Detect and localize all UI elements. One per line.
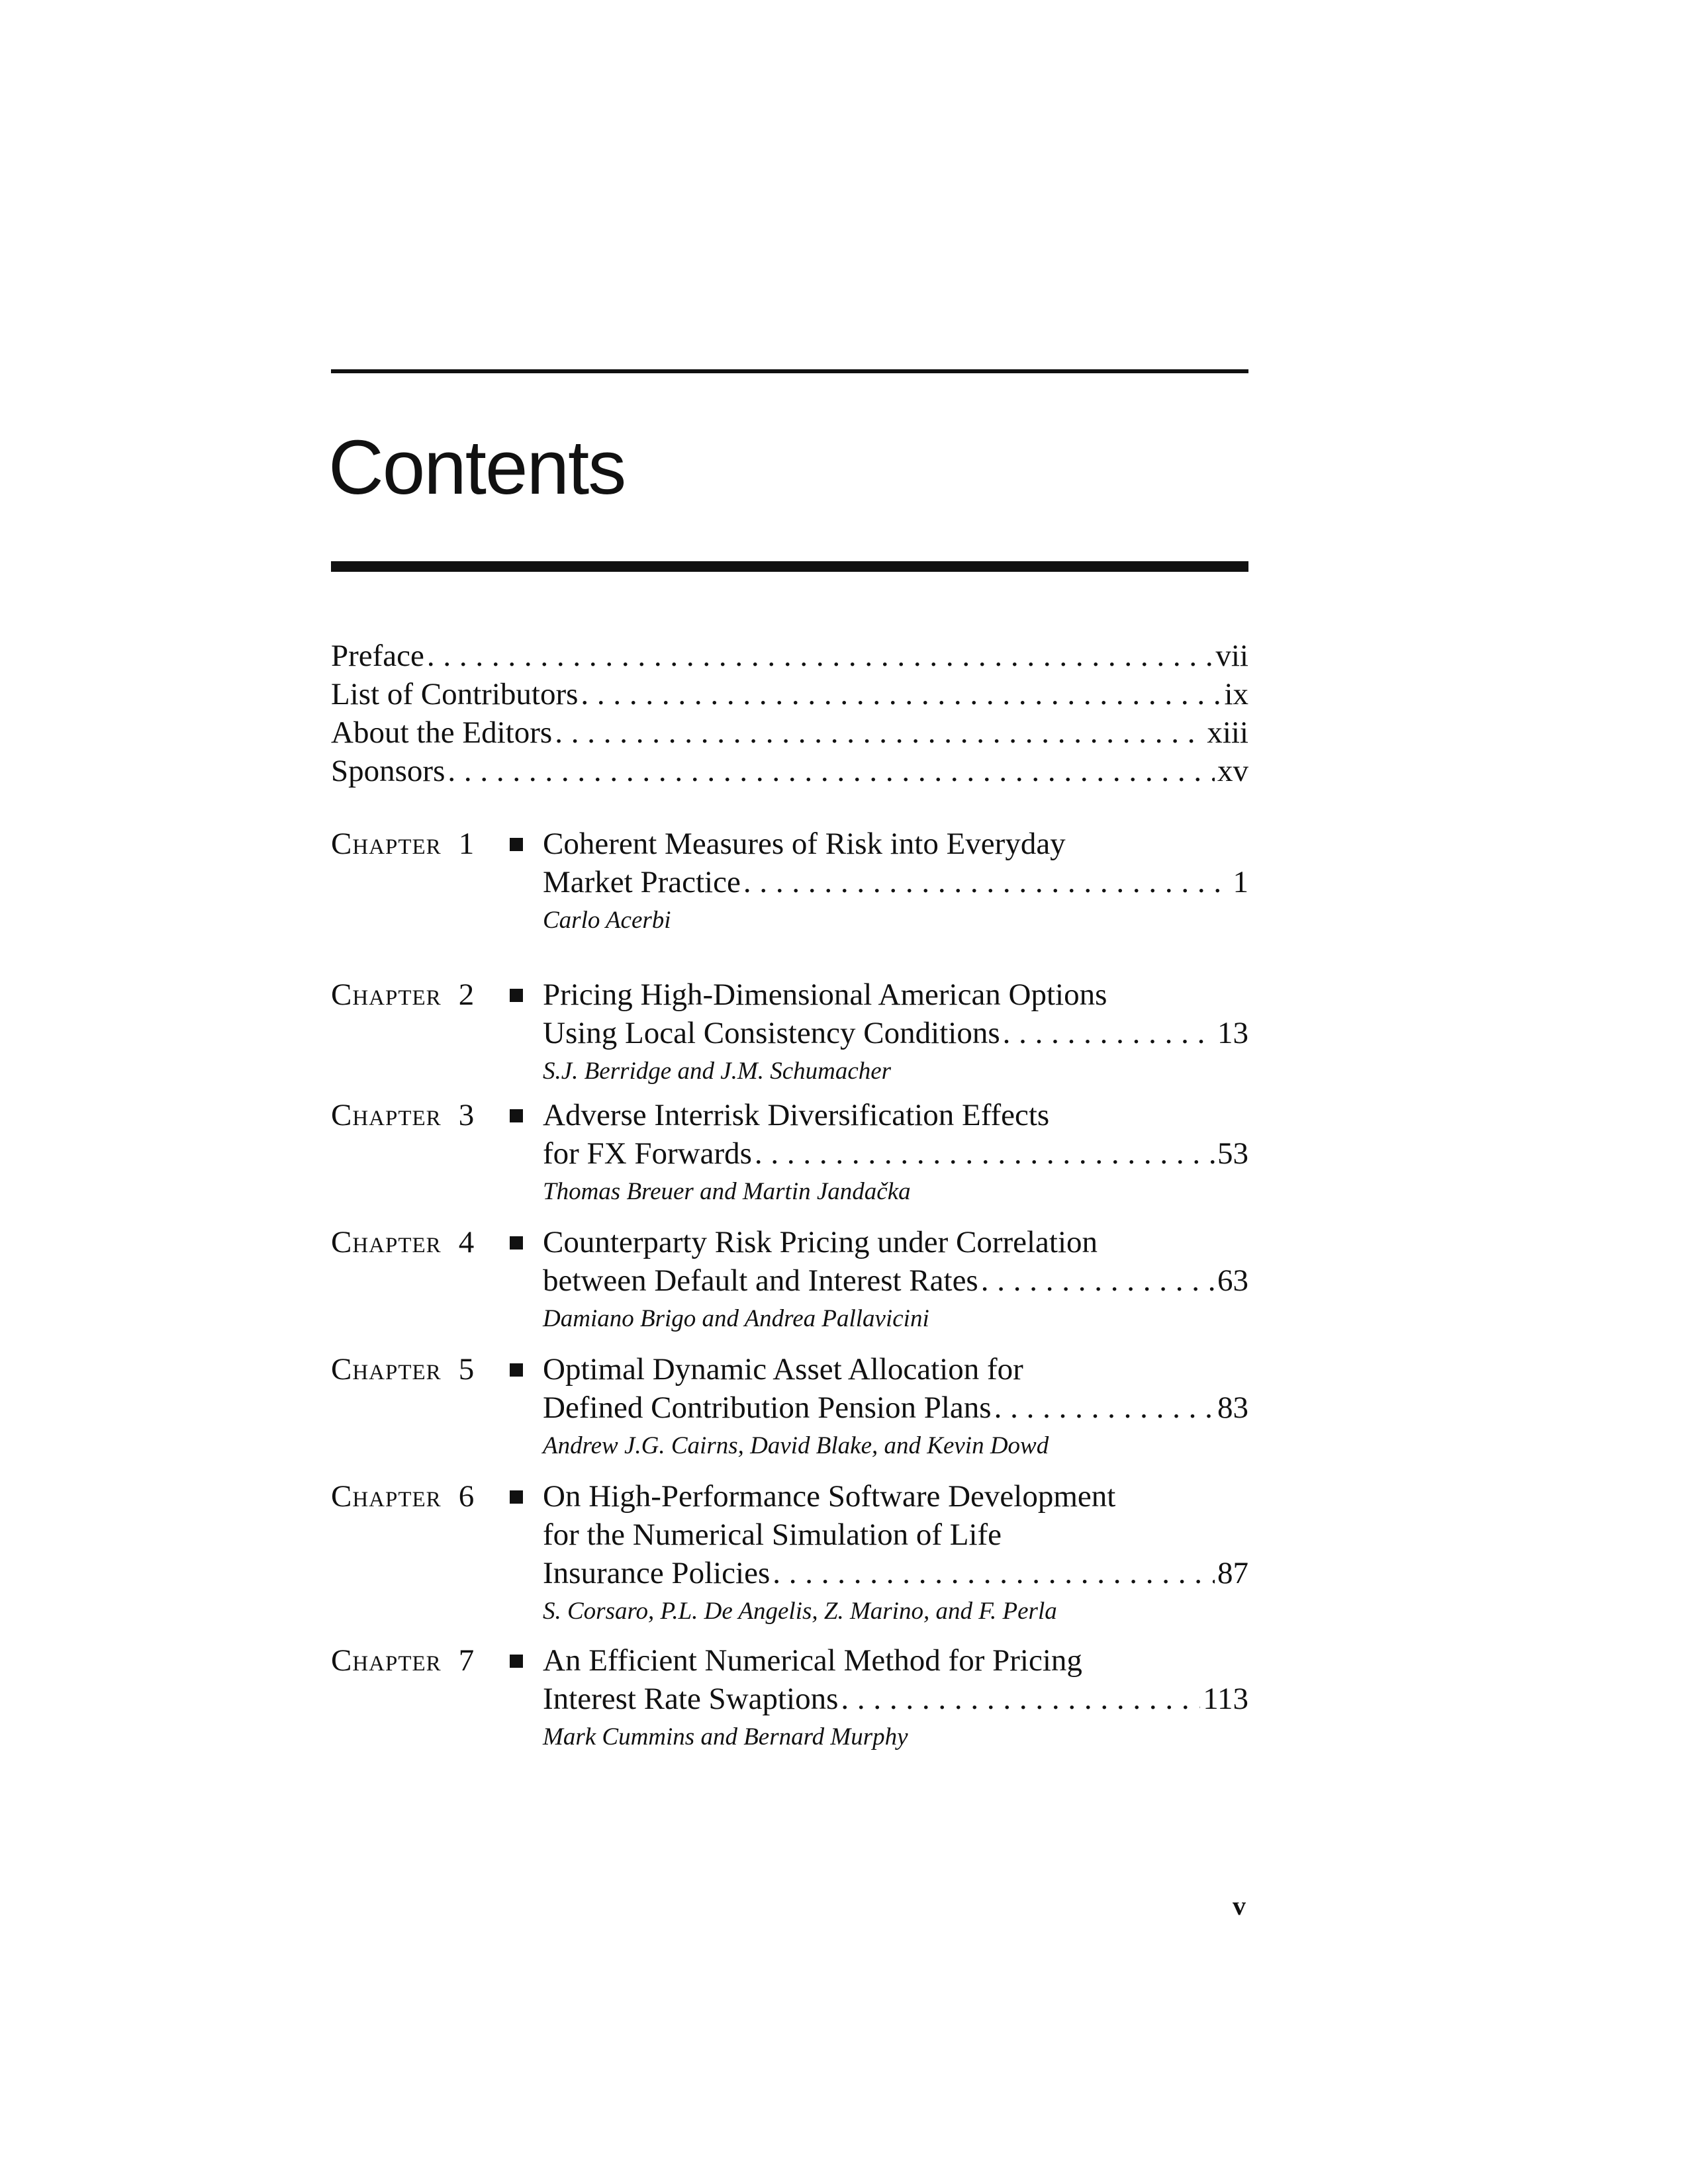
dot-leader — [841, 1680, 1200, 1718]
chapter-entry-2[interactable] — [331, 976, 1248, 1091]
chapter-number: 4 — [458, 1225, 475, 1259]
square-bullet-icon — [510, 838, 523, 851]
dot-leader — [773, 1554, 1215, 1592]
chapter-title-tail: Insurance Policies — [543, 1556, 771, 1590]
chapter-body — [543, 1477, 1248, 1631]
chapter-title-tail: Defined Contribution Pension Plans — [543, 1390, 992, 1425]
chapter-authors: S. Corsaro, P.L. De Angelis, Z. Marino, and F. Perla — [543, 1598, 1057, 1625]
chapter-entry-4[interactable] — [331, 1223, 1248, 1338]
toc-entry-editors[interactable] — [331, 713, 1248, 752]
chapter-title-line: Counterparty Risk Pricing under Correlation — [543, 1225, 1098, 1259]
square-bullet-icon — [510, 989, 523, 1002]
chapter-title-line: Optimal Dynamic Asset Allocation for — [543, 1352, 1023, 1387]
chapter-title-line: for the Numerical Simulation of Life — [543, 1518, 1002, 1552]
dot-leader — [743, 863, 1231, 901]
chapter-word: Chapter — [331, 1479, 442, 1514]
chapter-authors: Carlo Acerbi — [543, 907, 671, 934]
chapter-body — [543, 1350, 1248, 1465]
chapter-body — [543, 1223, 1248, 1338]
toc-entry-contributors[interactable] — [331, 675, 1248, 713]
chapter-title-last-line — [543, 1261, 1248, 1300]
dot-leader — [447, 752, 1215, 790]
chapter-number: 2 — [458, 978, 475, 1012]
dot-leader — [1003, 1014, 1215, 1052]
top-thin-rule — [331, 369, 1248, 373]
entry-page: vii — [1215, 639, 1248, 673]
dot-leader — [555, 713, 1204, 752]
chapter-entry-1[interactable] — [331, 825, 1248, 940]
chapter-label — [331, 1641, 474, 1680]
toc-entry-sponsors[interactable] — [331, 752, 1248, 790]
chapter-label — [331, 976, 474, 1014]
page-folio: v — [1233, 1891, 1246, 1921]
chapter-body — [543, 1641, 1248, 1756]
chapter-title-line: On High-Performance Software Development — [543, 1479, 1116, 1514]
thick-rule — [331, 561, 1248, 572]
page-title: Contents — [328, 424, 626, 510]
square-bullet-icon — [510, 1490, 523, 1504]
chapter-title-tail: Interest Rate Swaptions — [543, 1682, 839, 1716]
chapter-title-tail: Market Practice — [543, 865, 741, 899]
chapter-title-last-line — [543, 1014, 1248, 1052]
chapter-word: Chapter — [331, 1225, 442, 1259]
chapter-entry-7[interactable] — [331, 1641, 1248, 1756]
chapter-authors: Thomas Breuer and Martin Jandačka — [543, 1178, 911, 1205]
chapter-entry-3[interactable] — [331, 1096, 1248, 1211]
chapter-label — [331, 825, 474, 863]
chapter-page: 87 — [1217, 1556, 1248, 1590]
chapter-authors: Damiano Brigo and Andrea Pallavicini — [543, 1305, 929, 1332]
front-matter-list — [331, 637, 1248, 790]
entry-page: ix — [1224, 677, 1248, 711]
chapter-authors: Mark Cummins and Bernard Murphy — [543, 1723, 908, 1751]
entry-page: xv — [1217, 754, 1248, 788]
chapter-entry-6[interactable] — [331, 1477, 1248, 1631]
chapter-page: 53 — [1217, 1136, 1248, 1171]
chapter-page: 63 — [1217, 1263, 1248, 1298]
chapter-number: 7 — [458, 1643, 475, 1678]
entry-label: Preface — [331, 639, 424, 673]
chapter-page: 113 — [1203, 1682, 1248, 1716]
chapter-authors: Andrew J.G. Cairns, David Blake, and Kevin Dowd — [543, 1432, 1049, 1459]
chapter-number: 5 — [458, 1352, 475, 1387]
chapter-title-last-line — [543, 1388, 1248, 1427]
square-bullet-icon — [510, 1109, 523, 1122]
chapter-title-last-line — [543, 1554, 1248, 1592]
chapter-page: 83 — [1217, 1390, 1248, 1425]
entry-page: xiii — [1207, 715, 1248, 750]
chapter-body — [543, 976, 1248, 1091]
chapter-title-tail: between Default and Interest Rates — [543, 1263, 978, 1298]
dot-leader — [427, 637, 1213, 675]
chapter-label — [331, 1477, 474, 1516]
dot-leader — [755, 1134, 1215, 1173]
chapter-title-line: Pricing High-Dimensional American Options — [543, 978, 1107, 1012]
chapter-body — [543, 1096, 1248, 1211]
chapter-page: 13 — [1217, 1016, 1248, 1050]
chapter-title-last-line — [543, 1134, 1248, 1173]
chapter-label — [331, 1223, 474, 1261]
square-bullet-icon — [510, 1655, 523, 1668]
chapter-title-tail: for FX Forwards — [543, 1136, 752, 1171]
chapter-title-tail: Using Local Consistency Conditions — [543, 1016, 1000, 1050]
chapter-number: 3 — [458, 1098, 475, 1132]
chapter-word: Chapter — [331, 978, 442, 1012]
square-bullet-icon — [510, 1363, 523, 1377]
chapter-label — [331, 1350, 474, 1388]
entry-label: About the Editors — [331, 715, 553, 750]
dot-leader — [981, 1261, 1215, 1300]
entry-label: Sponsors — [331, 754, 445, 788]
chapter-title-line: Adverse Interrisk Diversification Effects — [543, 1098, 1050, 1132]
chapter-authors: S.J. Berridge and J.M. Schumacher — [543, 1058, 892, 1085]
chapter-word: Chapter — [331, 1643, 442, 1678]
chapter-title-last-line — [543, 1680, 1248, 1718]
chapter-word: Chapter — [331, 1098, 442, 1132]
chapter-page: 1 — [1233, 865, 1248, 899]
dot-leader — [581, 675, 1221, 713]
chapter-number: 1 — [458, 827, 475, 861]
entry-label: List of Contributors — [331, 677, 579, 711]
chapter-word: Chapter — [331, 827, 442, 861]
chapter-body — [543, 825, 1248, 940]
chapter-title-line: An Efficient Numerical Method for Pricing — [543, 1643, 1082, 1678]
chapter-number: 6 — [458, 1479, 475, 1514]
chapter-label — [331, 1096, 474, 1134]
chapter-title-line: Coherent Measures of Risk into Everyday — [543, 827, 1066, 861]
toc-entry-preface[interactable] — [331, 637, 1248, 675]
dot-leader — [994, 1388, 1215, 1427]
chapter-word: Chapter — [331, 1352, 442, 1387]
square-bullet-icon — [510, 1236, 523, 1250]
chapter-entry-5[interactable] — [331, 1350, 1248, 1465]
chapter-title-last-line — [543, 863, 1248, 901]
